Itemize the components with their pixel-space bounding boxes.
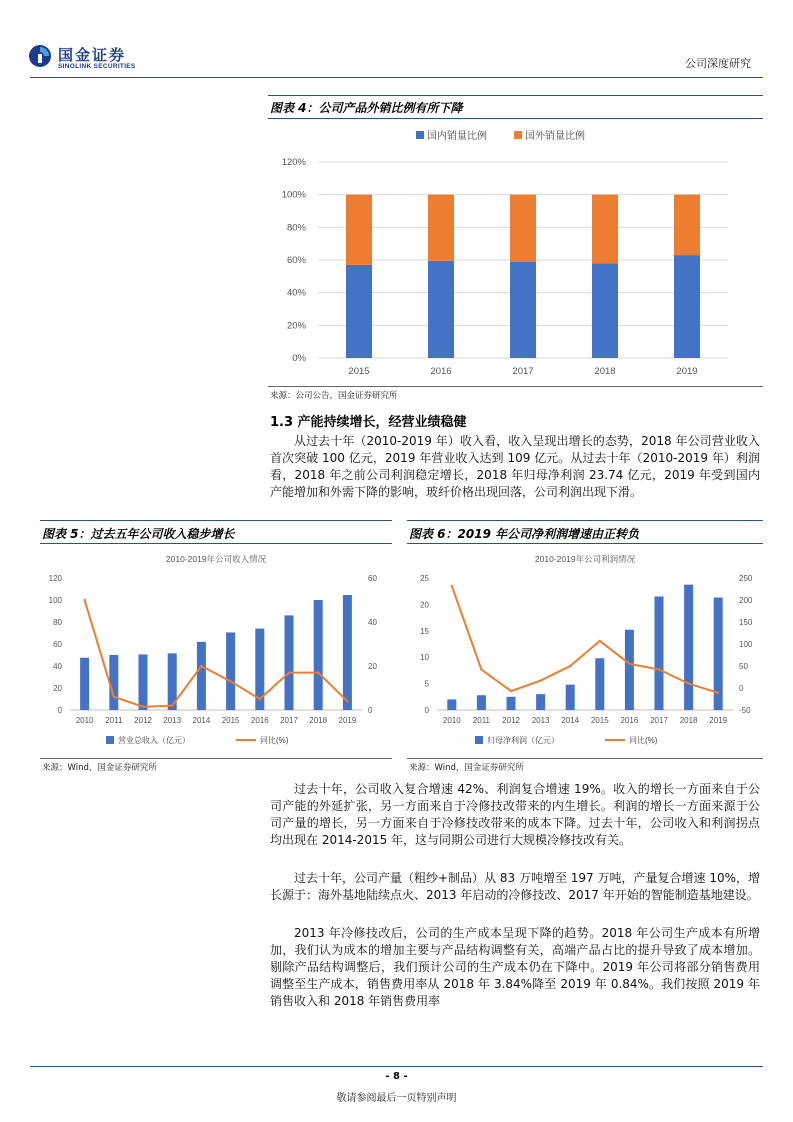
bar <box>139 654 148 710</box>
x-tick-label: 2010 <box>442 716 461 725</box>
line-point <box>628 663 630 665</box>
x-tick-label: 2012 <box>134 716 152 725</box>
bar <box>197 642 206 710</box>
bar-segment <box>510 195 536 262</box>
bar <box>80 658 89 710</box>
y-tick-label: 100% <box>281 189 306 201</box>
bar-segment <box>592 263 618 358</box>
bar <box>684 585 693 710</box>
y-tick-label: 0% <box>292 353 306 364</box>
x-tick-label: 2016 <box>430 366 452 377</box>
x-tick-label: 2014 <box>561 716 580 725</box>
y-tick-label: 120% <box>281 157 306 168</box>
figure6-title-rule <box>407 543 763 544</box>
y-right-tick-label: 250 <box>739 574 753 583</box>
legend-swatch <box>416 131 424 139</box>
body-paragraph-3: 2013 年冷修技改后，公司的生产成本呈现下降的趋势。2018 年公司生产成本有所增加，我们认为成本的增加主要与产品结构调整有关，高端产品占比的提升导致了成本增加。剔除产品结构调整后，我们预计公司的生产成本仍在下降中。2019 年公司将部分销售费用调整至生产成本，销售费用率从 2018 年 3.84%降至 2019 年 0.84%。我们按照 2019 年销售收入和 2018 年销售费用率 <box>270 926 760 1008</box>
y-left-tick-label: 5 <box>424 679 429 689</box>
y-left-tick-label: 0 <box>57 706 62 715</box>
figure4-top-rule <box>268 95 763 96</box>
legend-label: 同比(%) <box>629 736 658 745</box>
bar-segment <box>510 262 536 358</box>
x-tick-label: 2019 <box>709 716 728 725</box>
chart-title: 2010-2019年公司利润情况 <box>534 554 636 564</box>
line-point <box>142 706 144 708</box>
bar <box>285 615 294 710</box>
x-tick-label: 2015 <box>348 366 370 377</box>
legend-label: 国外销量比例 <box>525 131 585 142</box>
x-tick-label: 2015 <box>221 716 240 725</box>
line-point <box>717 692 719 694</box>
legend-swatch <box>514 131 522 139</box>
x-tick-label: 2013 <box>531 716 550 725</box>
figure6-chart <box>407 546 763 756</box>
body-paragraph-1: 过去十年，公司收入复合增速 42%、利润复合增速 19%。收入的增长一方面来自于公司产能的外延扩张，另一方面来自于冷修技改带来的内生增长。利润的增长一方面来源于公司产量的增长，另一方面来自于冷修技改带来的成本下降。过去十年，公司收入和利润拐点均出现在 2014-2015 年，这与同期公司进行大规模冷修技改有关。 <box>270 782 760 847</box>
brand-name-en: SINOLINK SECURITIES <box>58 63 136 70</box>
x-tick-label: 2016 <box>250 716 269 725</box>
bar-segment <box>428 195 454 261</box>
figure4-source: 来源：公司公告，国金证券研究所 <box>270 391 398 401</box>
line-point <box>317 671 319 673</box>
y-left-tick-label: 60 <box>53 640 62 649</box>
line-point <box>200 665 202 667</box>
y-left-tick-label: 100 <box>48 596 62 605</box>
y-right-tick-label: 0 <box>739 684 744 693</box>
y-tick-label: 40% <box>286 287 306 299</box>
line-series <box>452 586 718 693</box>
line-point <box>288 671 290 673</box>
report-type-label: 公司深度研究 <box>685 57 751 70</box>
legend-swatch <box>106 736 114 744</box>
line-point <box>539 679 541 681</box>
bar <box>314 600 323 710</box>
y-right-tick-label: 60 <box>368 574 377 583</box>
y-tick-label: 80% <box>286 222 306 234</box>
figure4-title: 图表 4：公司产品外销比例有所下降 <box>270 101 463 115</box>
y-tick-label: 60% <box>286 255 306 266</box>
bar-segment <box>346 195 372 265</box>
bar-segment <box>346 265 372 358</box>
line-point <box>480 668 482 670</box>
x-tick-label: 2019 <box>338 716 357 725</box>
figure4-title-rule <box>268 118 763 119</box>
legend-label: 归母净利润（亿元） <box>487 736 559 745</box>
brand-logo-icon <box>28 44 52 68</box>
line-point <box>569 665 571 667</box>
bar-segment <box>674 255 700 358</box>
bar <box>477 695 486 710</box>
x-tick-label: 2018 <box>309 716 328 725</box>
x-tick-label: 2012 <box>502 716 520 725</box>
x-tick-label: 2018 <box>679 716 698 725</box>
line-point <box>83 599 85 601</box>
line-point <box>259 698 261 700</box>
brand-name-cn: 国金证券 <box>58 46 127 64</box>
y-left-tick-label: 15 <box>420 626 429 636</box>
x-tick-label: 2011 <box>105 716 123 725</box>
line-point <box>113 696 115 698</box>
y-left-tick-label: 40 <box>53 662 62 671</box>
y-tick-label: 20% <box>286 320 306 332</box>
x-tick-label: 2014 <box>192 716 211 725</box>
bar <box>109 655 118 710</box>
figure6-top-rule <box>407 520 763 521</box>
figure4-bottom-rule <box>268 386 763 387</box>
x-tick-label: 2019 <box>676 366 698 377</box>
line-point <box>510 690 512 692</box>
legend-swatch <box>475 736 483 744</box>
figure5-top-rule <box>40 520 392 521</box>
bar <box>507 697 516 710</box>
y-left-tick-label: 0 <box>424 706 429 715</box>
figure6-bottom-rule <box>407 758 763 759</box>
y-right-tick-label: 20 <box>368 662 377 671</box>
legend-label: 同比(%) <box>260 736 289 745</box>
section-paragraph: 从过去十年（2010-2019 年）收入看，收入呈现出增长的态势，2018 年公司营业收入首次突破 100 亿元，2019 年营业收入达到 109 亿元。从过去十年（2010-2019 年）利润看，2018 年之前公司利润稳定增长，2018 年归母净利润 23.74 亿元，2019 年受到国内产能增加和外需下降的影响，玻纤价格出现回落，公司利润出现下滑。 <box>270 434 760 499</box>
x-tick-label: 2011 <box>472 716 491 725</box>
section-heading: 1.3 产能持续增长，经营业绩稳健 <box>270 415 467 430</box>
y-right-tick-label: 200 <box>739 596 753 605</box>
bar-segment <box>674 195 700 255</box>
bar <box>566 685 575 710</box>
bar-segment <box>428 261 454 358</box>
bar-segment <box>592 195 618 264</box>
y-left-tick-label: 10 <box>420 653 429 663</box>
y-right-tick-label: 40 <box>368 618 377 627</box>
y-right-tick-label: 50 <box>739 662 748 671</box>
figure5-title: 图表 5：过去五年公司收入稳步增长 <box>42 527 235 541</box>
bar <box>226 632 235 710</box>
disclaimer-note: 敬请参阅最后一页特别声明 <box>336 1093 457 1104</box>
bar <box>655 596 664 710</box>
y-left-tick-label: 20 <box>420 600 429 610</box>
line-point <box>599 640 601 642</box>
figure5-title-rule <box>40 543 392 544</box>
line-point <box>658 668 660 670</box>
line-point <box>687 682 689 684</box>
x-tick-label: 2018 <box>594 366 616 377</box>
line-point <box>229 680 231 682</box>
figure6-title: 图表 6：2019 年公司净利润增速由正转负 <box>409 527 640 541</box>
x-tick-label: 2015 <box>590 716 609 725</box>
figure4-chart <box>268 122 763 384</box>
figure5-bottom-rule <box>40 758 392 759</box>
bar <box>447 699 456 710</box>
x-tick-label: 2017 <box>512 366 534 377</box>
x-tick-label: 2016 <box>620 716 639 725</box>
y-left-tick-label: 120 <box>48 574 62 583</box>
x-tick-label: 2017 <box>280 716 298 725</box>
figure6-source: 来源：Wind，国金证券研究所 <box>409 763 524 773</box>
figure5-chart <box>40 546 392 756</box>
y-left-tick-label: 80 <box>53 618 62 627</box>
y-right-tick-label: 100 <box>739 640 753 649</box>
footer-divider <box>30 1066 763 1067</box>
chart-title: 2010-2019年公司收入情况 <box>165 554 267 564</box>
bar <box>343 595 352 710</box>
line-series <box>85 600 348 707</box>
line-point <box>451 585 453 587</box>
y-left-tick-label: 20 <box>53 684 62 693</box>
bar <box>536 694 545 710</box>
bar <box>595 658 604 710</box>
x-tick-label: 2010 <box>75 716 94 725</box>
y-left-tick-label: 25 <box>420 574 429 583</box>
line-point <box>171 704 173 706</box>
y-right-tick-label: 0 <box>368 706 373 715</box>
bar <box>625 630 634 710</box>
y-right-tick-label: 150 <box>739 618 753 627</box>
y-right-tick-label: -50 <box>739 706 751 715</box>
header-divider <box>30 77 763 78</box>
legend-label: 营业总收入（亿元） <box>118 736 190 745</box>
page-number: - 8 - <box>385 1071 408 1082</box>
body-paragraph-2: 过去十年，公司产量（粗纱+制品）从 83 万吨增至 197 万吨，产量复合增速 10%，增长源于：海外基地陆续点火、2013 年启动的冷修技改、2017 年开始的智能制造基地建设。 <box>270 871 760 902</box>
figure5-source: 来源：Wind，国金证券研究所 <box>42 763 157 773</box>
x-tick-label: 2017 <box>650 716 668 725</box>
x-tick-label: 2013 <box>163 716 182 725</box>
line-point <box>346 700 348 702</box>
legend-label: 国内销量比例 <box>427 131 487 142</box>
